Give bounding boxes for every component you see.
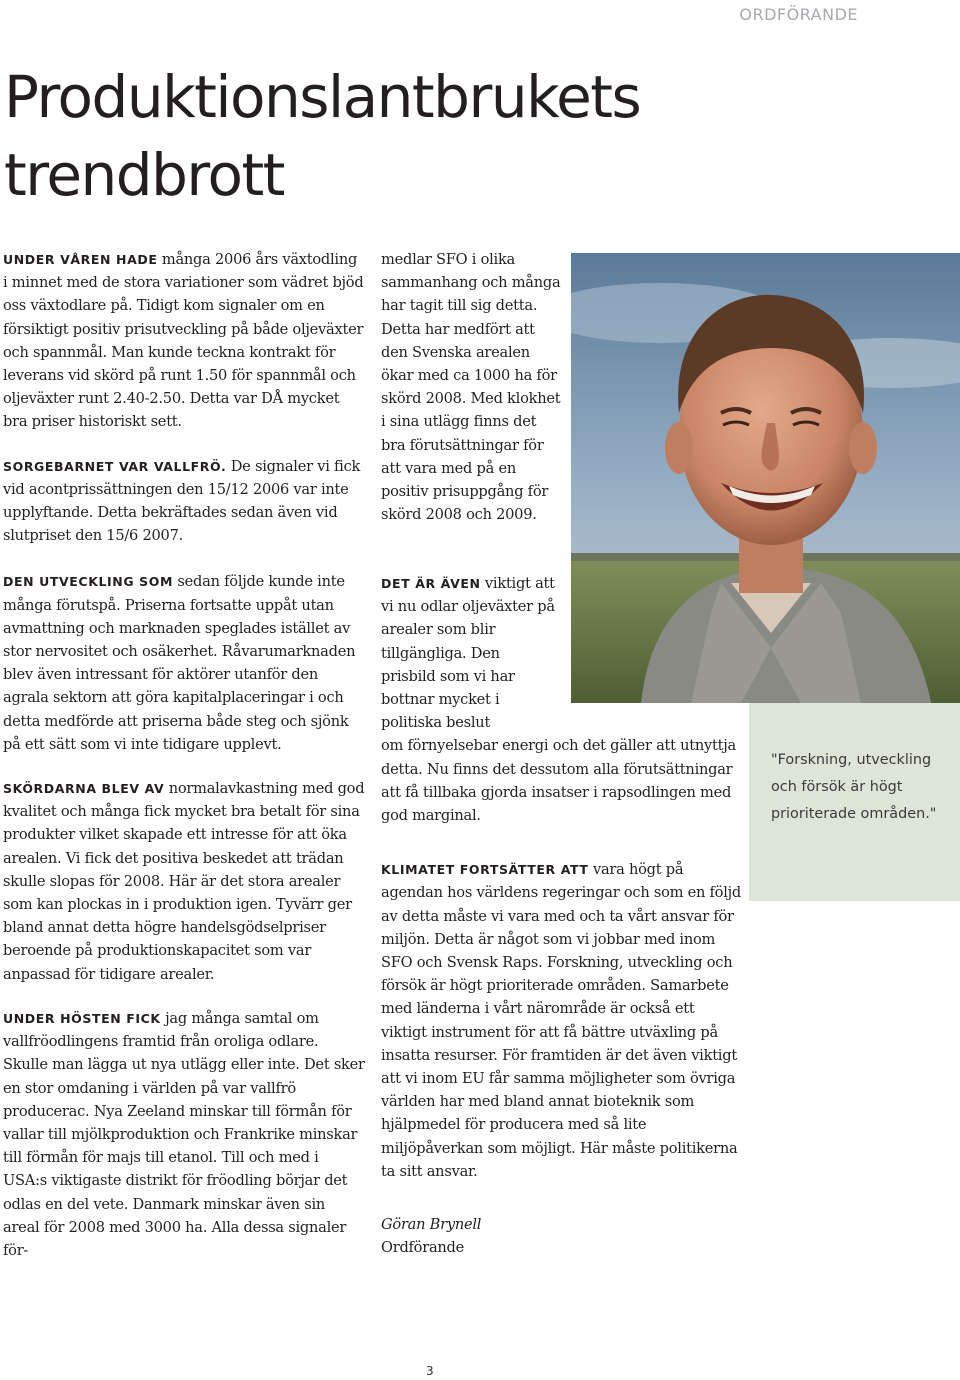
paragraph-lead: UNDER HÖSTEN FICK bbox=[3, 1010, 161, 1026]
paragraph-det-ar-aven bbox=[381, 572, 741, 827]
paragraph-text: många 2006 års växtodling i minnet med de stora variationer som vädret bjöd oss växtodlare på. Tidigt kom signaler om en försiktigt positiv prisutveckling på både oljeväxter och spannmål. Man kunde teckna kontrakt för leverans vid skörd på runt 1.50 för spannmål och oljeväxter runt 2.40-2.50. Detta var DÅ mycket bra priser historiskt sett. bbox=[3, 251, 364, 431]
paragraph-lead: DET ÄR ÄVEN bbox=[381, 576, 481, 591]
paragraph-hosten bbox=[3, 1007, 365, 1262]
article-column-left bbox=[3, 248, 365, 1283]
paragraph-text: vara högt på agendan hos världens regeringar och som en följd av detta måste vi vara med och ta vårt ansvar för miljön. Detta är något som vi jobbar med inom SFO och Svensk Raps. Forskning, utveckling och försök är högt prioriterade områden. Samarbete med länderna i vårt närområde är också ett viktigt instrument för att få bättre utväxling på insatta resurser. För framtiden är det även viktigt att vi inom EU får samma möjligheter som övriga världen har med bland annat bioteknik som hjälpmedel för producera med så lite miljöpåverkan som möjligt. Här måste politikerna ta sitt ansvar. bbox=[381, 861, 742, 1180]
signature-name: Göran Brynell bbox=[381, 1216, 482, 1234]
page-number: 3 bbox=[426, 1364, 434, 1378]
paragraph-lead: KLIMATET FORTSÄTTER ATT bbox=[381, 862, 589, 878]
article-column-right-top bbox=[381, 248, 561, 547]
pull-quote: "Forskning, utveckling och försök är högt prioriterade områden." bbox=[771, 752, 937, 822]
paragraph-varen bbox=[3, 248, 365, 434]
paragraph-text-wide: om förnyelsebar energi och det gäller att utnyttja detta. Nu finns det dessutom alla förutsättningar att få tillbaka gjorda insatser i rapsodlingen med god marginal. bbox=[381, 737, 736, 825]
paragraph-skordarna bbox=[3, 777, 365, 986]
paragraph-lead: UNDER VÅREN HADE bbox=[3, 252, 158, 267]
paragraph-klimatet bbox=[381, 858, 741, 1183]
paragraph-sorgebarnet bbox=[3, 455, 365, 548]
paragraph-lead: SORGEBARNET VAR VALLFRÖ. bbox=[3, 458, 227, 474]
signature bbox=[381, 1213, 741, 1259]
paragraph-utveckling bbox=[3, 570, 365, 756]
pull-quote-box bbox=[749, 703, 960, 901]
paragraph-lead: DEN UTVECKLING SOM bbox=[3, 574, 174, 590]
paragraph-continuation: medlar SFO i olika sammanhang och många har tagit till sig detta. Detta har medfört att den Svenska arealen ökar med ca 1000 ha för skörd 2008. Med klokhet i sina utlägg finns det bra förutsättningar för att vara med på en positiv prisuppgång för skörd 2008 och 2009. bbox=[381, 251, 561, 524]
section-label: ORDFÖRANDE bbox=[739, 5, 858, 24]
article-column-right-bottom bbox=[381, 572, 741, 1280]
paragraph-text: normalavkastning med god kvalitet och många fick mycket bra betalt för sina produkter vilket skapade ett intresse för att öka arealen. Vi fick det positiva beskedet att trädan skulle slopas för 2008. Här är det stora arealer som kan plockas in i produktion igen. Tyvärr ger bland annat detta högre handelsgödselpriser beroende på produktionskapacitet som var anpassad för tidigare arealer. bbox=[3, 780, 365, 983]
paragraph-lead: SKÖRDARNA BLEV AV bbox=[3, 781, 165, 797]
paragraph-text: sedan följde kunde inte många förutspå. Priserna fortsatte uppåt utan avmattning och marknaden speglades istället av stor nervositet och osäkerhet. Råvarumarknaden blev även intressant för aktörer utanför den agrala sektorn att göra kapitalplaceringar i och detta medförde att priserna både steg och sjönk på ett sätt som vi inte tidigare upplevt. bbox=[3, 573, 356, 753]
article-title: Produktionslantbrukets trendbrott bbox=[4, 63, 641, 209]
paragraph-text: viktigt att vi nu odlar oljeväxter på arealer som blir tillgängliga. Den prisbild som vi har bottnar mycket i politiska beslut bbox=[381, 575, 555, 732]
paragraph-text: jag många samtal om vallfröodlingens framtid från oroliga odlare. Skulle man lägga ut nya utlägg eller inte. Det sker en stor omdaning i världen på var vallfrö producerас. Nya Zeeland minskar till förmån för vallar till mjölkproduktion och Frankrike minskar till förmån för majs till etanol. Till och med i USA:s viktigaste distrikt för fröodling börjar det odlas en del vete. Danmark minskar även sin areal för 2008 med 3000 ha. Alla dessa signaler för- bbox=[3, 1009, 365, 1259]
signature-role: Ordförande bbox=[381, 1239, 465, 1257]
paragraph-text: De signaler vi fick vid acontprissättningen den 15/12 2006 var inte upplyftande. Detta bekräftades sedan även vid slutpriset den 15/6 2007. bbox=[3, 457, 361, 545]
